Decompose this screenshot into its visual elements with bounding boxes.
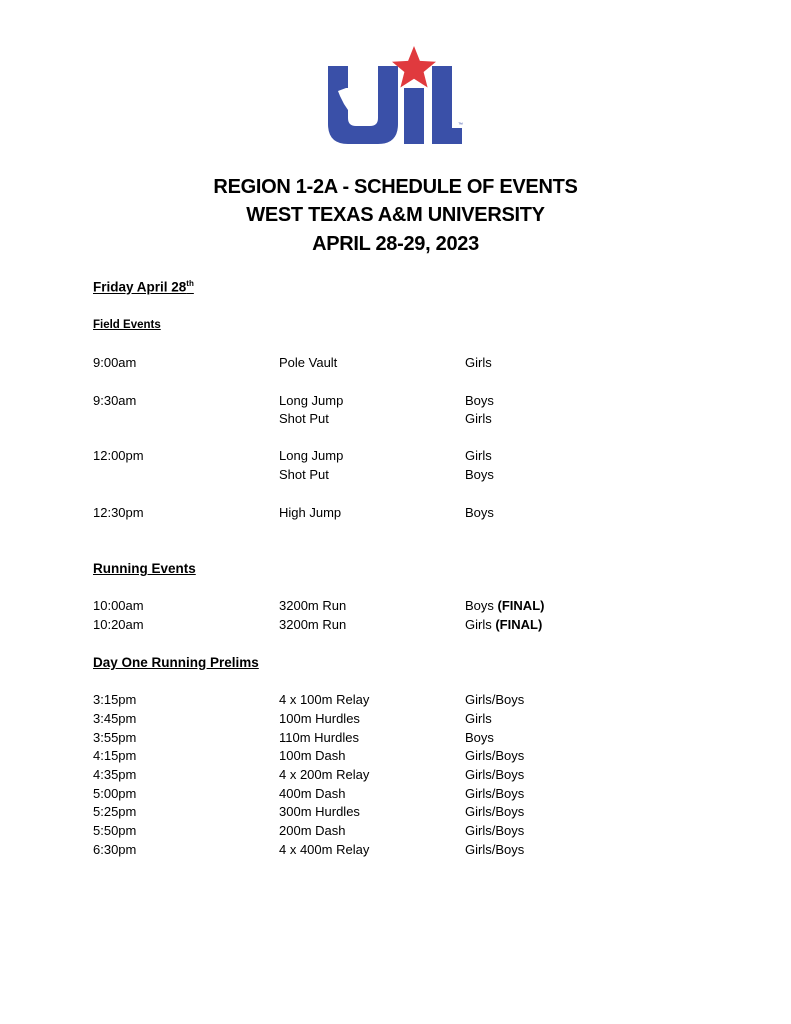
gender: Boys [465, 505, 494, 520]
gender: Boys [465, 598, 494, 613]
event: 110m Hurdles [279, 730, 359, 745]
event: Long Jump [279, 393, 344, 408]
table-row [0, 411, 791, 430]
event: Pole Vault [279, 355, 338, 370]
table-row [0, 598, 791, 617]
event: 4 x 200m Relay [279, 767, 370, 782]
gender: Girls/Boys [465, 767, 525, 782]
table-row [0, 467, 791, 486]
time: 6:30pm [93, 842, 137, 857]
time: 5:50pm [93, 823, 137, 838]
gender: Boys [465, 467, 494, 482]
logo-letter-l [432, 66, 462, 144]
gender: Girls [465, 411, 492, 426]
table-row [0, 730, 791, 749]
final-label: (FINAL) [495, 617, 543, 632]
table-row [0, 393, 791, 412]
gender-cell [465, 598, 544, 613]
time: 9:30am [93, 393, 137, 408]
gender: Boys [465, 730, 494, 745]
time: 9:00am [93, 355, 137, 370]
time: 3:55pm [93, 730, 137, 745]
logo-letter-i [404, 88, 424, 144]
table-row [0, 692, 791, 711]
gender: Girls/Boys [465, 786, 525, 801]
gender-cell [465, 617, 542, 632]
gender: Girls [465, 711, 492, 726]
gender: Girls/Boys [465, 823, 525, 838]
star-icon [392, 46, 436, 88]
table-row [0, 804, 791, 823]
day-heading: Friday April 28th [93, 279, 194, 295]
event: 4 x 400m Relay [279, 842, 370, 857]
time: 3:15pm [93, 692, 137, 707]
event: 4 x 100m Relay [279, 692, 370, 707]
table-row [0, 505, 791, 524]
gender: Girls/Boys [465, 748, 525, 763]
event: Shot Put [279, 411, 329, 426]
running-events-heading: Running Events [93, 561, 196, 576]
time: 4:35pm [93, 767, 137, 782]
event: 100m Hurdles [279, 711, 360, 726]
gender: Girls/Boys [465, 804, 525, 819]
table-row [0, 786, 791, 805]
event: 200m Dash [279, 823, 346, 838]
event: High Jump [279, 505, 342, 520]
gender: Girls [465, 355, 492, 370]
table-row [0, 823, 791, 842]
time: 10:00am [93, 598, 144, 613]
uil-logo [326, 44, 466, 146]
gender: Girls/Boys [465, 692, 525, 707]
gender: Girls [465, 617, 492, 632]
table-row [0, 355, 791, 374]
field-events-heading: Field Events [93, 319, 161, 331]
table-row [0, 842, 791, 861]
time: 3:45pm [93, 711, 137, 726]
gender: Girls/Boys [465, 842, 525, 857]
table-row [0, 748, 791, 767]
table-row [0, 711, 791, 730]
venue-title: WEST TEXAS A&M UNIVERSITY [246, 204, 545, 226]
event: 3200m Run [279, 617, 347, 632]
event: Long Jump [279, 448, 344, 463]
time: 4:15pm [93, 748, 137, 763]
day-suffix: th [186, 279, 194, 288]
event: 300m Hurdles [279, 804, 360, 819]
event: 100m Dash [279, 748, 346, 763]
gender: Girls [465, 448, 492, 463]
time: 5:00pm [93, 786, 137, 801]
time: 12:30pm [93, 505, 144, 520]
logo-trademark: ™ [458, 122, 463, 128]
time: 5:25pm [93, 804, 137, 819]
page-title: REGION 1-2A - SCHEDULE OF EVENTS [213, 176, 578, 198]
event: Shot Put [279, 467, 329, 482]
event: 3200m Run [279, 598, 347, 613]
date-title: APRIL 28-29, 2023 [312, 233, 479, 255]
gender: Boys [465, 393, 494, 408]
table-row [0, 767, 791, 786]
table-row [0, 617, 791, 636]
event: 400m Dash [279, 786, 346, 801]
table-row [0, 448, 791, 467]
time: 10:20am [93, 617, 144, 632]
prelims-heading: Day One Running Prelims [93, 655, 259, 670]
time: 12:00pm [93, 448, 144, 463]
final-label: (FINAL) [497, 598, 545, 613]
